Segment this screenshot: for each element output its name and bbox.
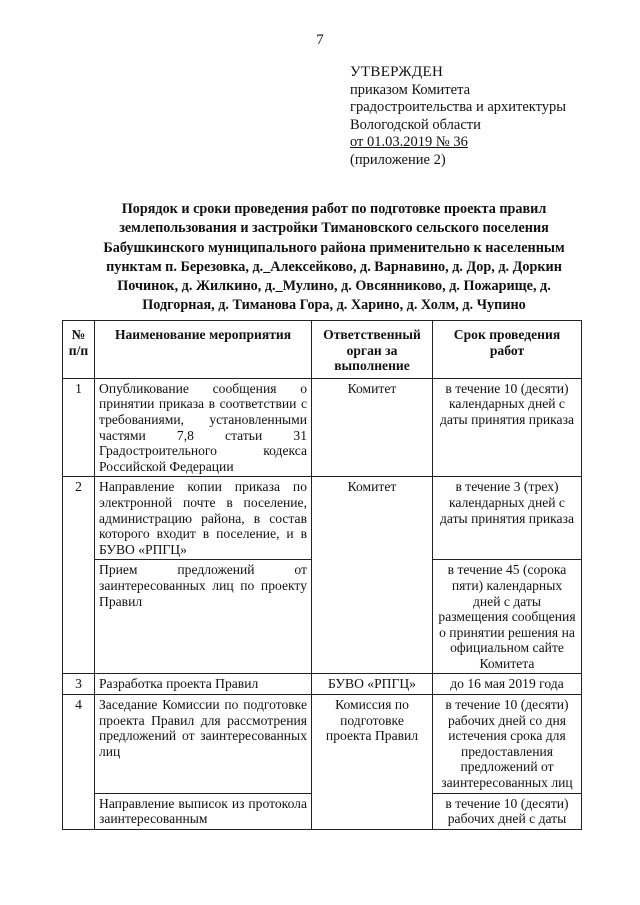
approval-line: приказом Комитета [350, 81, 471, 98]
row-name: Прием предложений от заинтересованных лиц по проекту Правил [95, 560, 312, 674]
row-num: 4 [63, 695, 95, 830]
approval-line: Вологодской области [350, 116, 481, 133]
row-responsible: Комиссия по подготовке проекта Правил [312, 695, 433, 830]
table-row [63, 674, 582, 695]
document-title [64, 200, 604, 316]
approval-block [350, 64, 566, 169]
header-num: № п/п [63, 321, 95, 379]
row-term: в течение 10 (десяти) рабочих дней со дня истечения срока для предоставления предложений от заинтересованных лиц [433, 695, 582, 794]
row-name: Направление копии приказа по электронной почте в поселение, администрацию района, в состав которого входит в поселение, и в БУВО «РПГЦ» [95, 477, 312, 560]
table-header-row [63, 321, 582, 379]
row-responsible: Комитет [312, 378, 433, 477]
row-term: в течение 10 (десяти) календарных дней с даты принятия приказа [433, 378, 582, 477]
row-responsible: Комитет [312, 477, 433, 674]
header-term: Срок проведения работ [433, 321, 582, 379]
row-name: Заседание Комиссии по подготовке проекта Правил для рассмотрения предложений от заинтересованных лиц [95, 695, 312, 794]
row-term: в течение 10 (десяти) рабочих дней с даты [433, 793, 582, 829]
row-name: Направление выписок из протокола заинтересованным [95, 793, 312, 829]
approval-appendix: (приложение 2) [350, 151, 446, 168]
title-line: Починок, д. Жилкино, д._Мулино, д. Овсянниково, д. Пожарище, д. [117, 278, 551, 295]
row-term: в течение 3 (трех) календарных дней с даты принятия приказа [433, 477, 582, 560]
page-number: 7 [316, 32, 324, 48]
title-line: Порядок и сроки проведения работ по подготовке проекта правил [121, 201, 547, 217]
approval-order-date: от 01.03.2019 № 36 [350, 134, 468, 150]
row-term: в течение 45 (сорока пяти) календарных дней с даты размещения сообщения о принятии решения на официальном сайте Комитета [433, 560, 582, 674]
header-name: Наименование мероприятия [95, 321, 312, 379]
approval-line: градостроительства и архитектуры [350, 99, 567, 115]
approval-heading: УТВЕРЖДЕН [350, 64, 444, 80]
table-row [63, 695, 582, 794]
row-term: до 16 мая 2019 года [433, 674, 582, 695]
title-line: пунктам п. Березовка, д._Алексейково, д. Варнавино, д. Дор, д. Доркин [106, 258, 562, 275]
row-name: Опубликование сообщения о принятии приказа в соответствии с требованиями, установленными частями 7,8 статьи 31 Градостроительного кодекса Российской Федерации [95, 378, 312, 477]
title-line: землепользования и застройки Тимановского сельского поселения [119, 220, 549, 237]
table-row [63, 378, 582, 477]
row-responsible: БУВО «РПГЦ» [312, 674, 433, 695]
title-line: Подгорная, д. Тиманова Гора, д. Харино, д. Холм, д. Чупино [142, 297, 526, 314]
table-row [63, 477, 582, 560]
row-num: 3 [63, 674, 95, 695]
row-num: 2 [63, 477, 95, 674]
schedule-table [62, 320, 582, 830]
title-line: Бабушкинского муниципального района применительно к населенным [103, 239, 565, 256]
row-num: 1 [63, 378, 95, 477]
header-responsible: Ответственный орган за выполнение [312, 321, 433, 379]
row-name: Разработка проекта Правил [95, 674, 312, 695]
